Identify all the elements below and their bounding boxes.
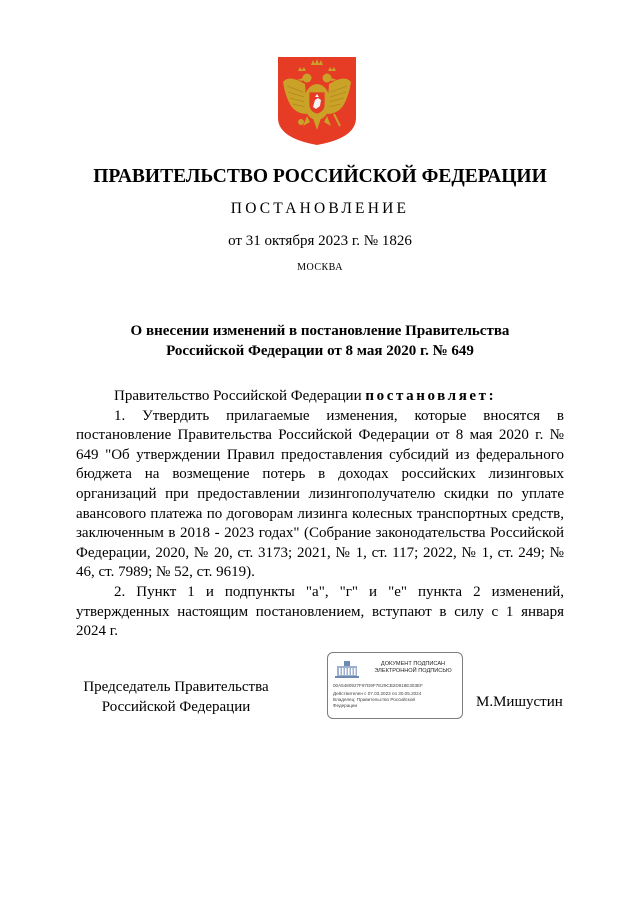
clause-2: 2. Пункт 1 и подпункты "а", "г" и "е" пункта 2 изменений, утвержденных настоящим постановлением, вступают в силу с 1 января 2024 г. — [76, 583, 564, 640]
document-body — [76, 387, 564, 642]
position-line-2: Российской Федерации — [101, 698, 251, 715]
decree-word: постановляет: — [365, 388, 497, 404]
subject-line-2: Российской Федерации от 8 мая 2020 г. № 649 — [166, 343, 474, 359]
stamp-title-line-2: ЭЛЕКТРОННОЙ ПОДПИСЬЮ — [374, 668, 452, 674]
document-type: ПОСТАНОВЛЕНИЕ — [230, 200, 410, 217]
subject-title — [0, 321, 640, 361]
electronic-signature-stamp — [327, 652, 463, 719]
stamp-validity: Действителен с 07.03.2023 по 30.05.2024 — [333, 691, 422, 696]
signatory-name: М.Мишустин — [476, 694, 563, 710]
intro-lead: Правительство Российской Федерации — [114, 388, 366, 404]
signatory-position — [76, 678, 276, 717]
date-and-number: от 31 октября 2023 г. № 1826 — [228, 233, 412, 249]
stamp-owner-line-1: Владелец: Правительство Российской — [333, 697, 415, 702]
stamp-owner-line-2: Федерации — [333, 703, 358, 708]
clause-1: 1. Утвердить прилагаемые изменения, которые вносятся в постановление Правительства Российской Федерации от 8 мая 2020 г. № 649 "Об утверждении Правил предоставления субсидий из федерального бюджета на возмещение потерь в доходах российских лизинговых организаций при предоставлении лизингополучателю скидки по уплате авансового платежа по договорам лизинга колесных транспортных средств, заключенным в 2018 - 2023 годах" (Собрание законодательства Российской Федерации, 2020, № 20, ст. 3173; 2021, № 1, ст. 117; 2022, № 1, ст. 249; № 46, ст. 7989; № 52, ст. 9619). — [76, 407, 564, 581]
subject-line-1: О внесении изменений в постановление Правительства — [130, 323, 510, 339]
stamp-certificate: 00A5480927F97D9F7E29CB2D918E303EF — [333, 683, 423, 688]
intro-paragraph — [76, 387, 564, 407]
government-title: ПРАВИТЕЛЬСТВО РОССИЙСКОЙ ФЕДЕРАЦИИ — [93, 166, 547, 187]
stamp-title — [368, 661, 458, 675]
position-line-1: Председатель Правительства — [83, 679, 269, 695]
city: МОСКВА — [297, 262, 343, 273]
coat-of-arms-emblem — [277, 56, 357, 146]
government-building-icon — [334, 659, 360, 679]
stamp-title-line-1: ДОКУМЕНТ ПОДПИСАН — [380, 661, 446, 667]
